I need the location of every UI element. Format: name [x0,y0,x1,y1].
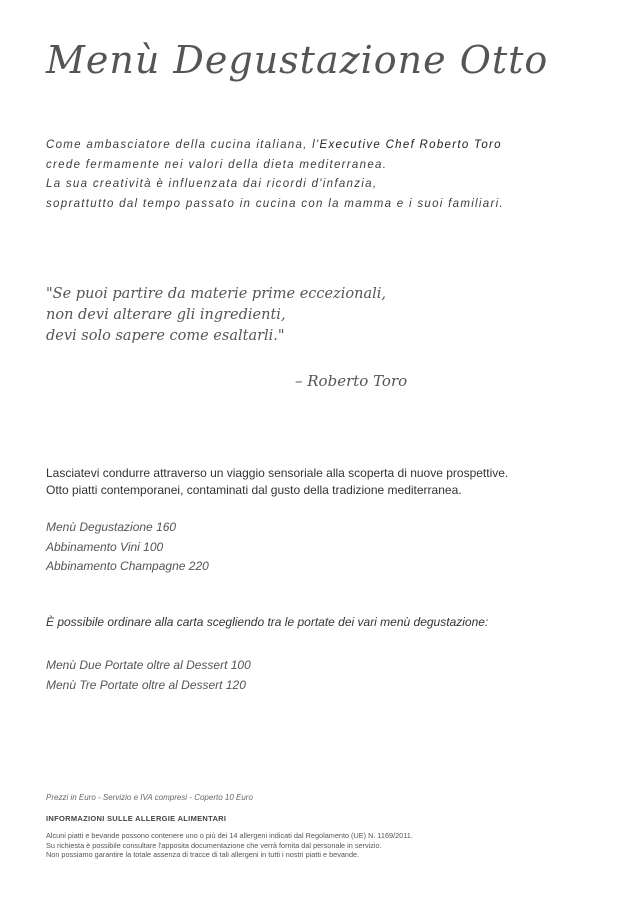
description-line: Lasciatevi condurre attraverso un viaggio sensoriale alla scoperta di nuove prospettive. [46,466,509,480]
menu-title: Menù Degustazione Otto [46,38,549,82]
price-item: Menù Due Portate oltre al Dessert 100 [46,658,251,672]
price-note: Prezzi in Euro - Servizio e IVA compresi - Coperto 10 Euro [46,793,253,802]
intro-line-3: La sua creatività è influenzata dai ricordi d'infanzia, [46,178,378,190]
description-line: Otto piatti contemporanei, contaminati dal gusto della tradizione mediterranea. [46,483,462,497]
intro-line-2: crede fermamente nei valori della dieta mediterranea. [46,158,388,171]
intro-line-1-text: Come ambasciatore della cucina italiana, l' [46,139,320,151]
price-item: Menù Degustazione 160 [46,520,177,534]
allergy-line: Non possiamo garantire la totale assenza di tracce di tali allergeni in tutti i nostri piatti e bevande. [46,850,360,859]
chef-quote [46,284,386,347]
intro-line-4: soprattutto dal tempo passato in cucina con la mamma e i suoi familiari. [46,197,504,210]
allergy-line: Alcuni piatti e bevande possono contenere uno o più dei 14 allergeni indicati dal Regolamento (UE) N. 1169/2011. [46,831,413,840]
allergy-heading: INFORMAZIONI SULLE ALLERGIE ALIMENTARI [46,814,227,823]
chef-name: Executive Chef Roberto Toro [319,139,502,151]
quote-author: – Roberto Toro [295,372,408,390]
price-item: Menù Tre Portate oltre al Dessert 120 [46,677,246,692]
quote-line: non devi alterare gli ingredienti, [46,307,286,323]
chef-intro [46,136,504,214]
quote-line: devi solo sapere come esaltarli." [46,328,285,344]
allergy-line: Su richiesta è possibile consultare l'apposita documentazione che verrà fornita dal personale in servizio. [46,840,382,850]
intro-line-1 [46,136,504,156]
price-item: Abbinamento Champagne 220 [46,559,209,573]
tasting-prices [46,518,209,577]
allergy-info [46,831,413,860]
carta-note: È possibile ordinare alla carta scegliendo tra le portate dei vari menù degustazione: [46,615,489,629]
quote-line: "Se puoi partire da materie prime eccezionali, [46,286,386,302]
carta-prices [46,656,251,695]
price-item: Abbinamento Vini 100 [46,539,164,554]
menu-description [46,465,508,499]
